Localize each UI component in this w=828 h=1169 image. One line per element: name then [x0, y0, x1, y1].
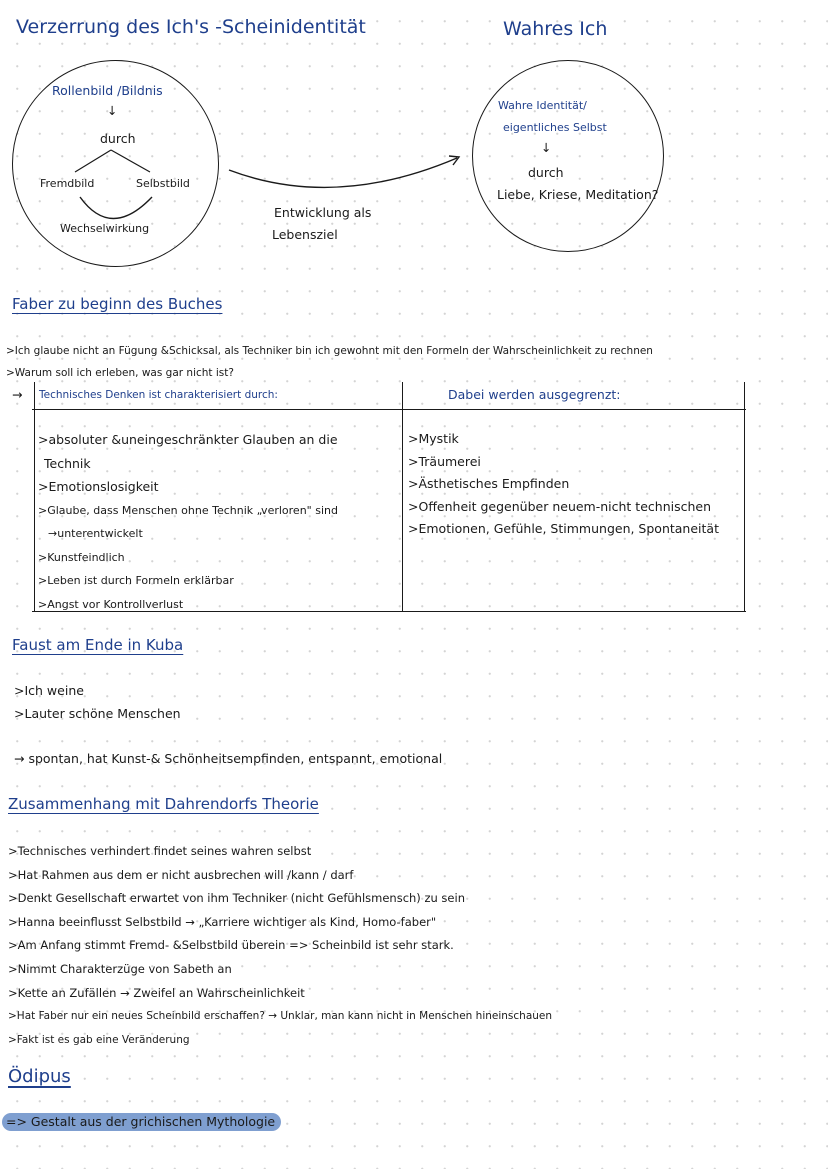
down-arrow-icon: ↓: [541, 140, 552, 155]
wahre-identitaet-label: Wahre Identität/: [498, 99, 587, 112]
table-cell: >Träumerei: [408, 453, 481, 469]
comparison-table: [32, 382, 746, 612]
table-right-column: [408, 428, 719, 541]
fremdbild-label: Fremdbild: [40, 177, 95, 190]
arrow-icon: →: [12, 387, 23, 402]
eigentliches-selbst-label: eigentliches Selbst: [503, 121, 607, 134]
heading-dahrendorf: Zusammenhang mit Dahrendorfs Theorie: [8, 795, 319, 813]
table-cell: >Offenheit gegenüber neuem-nicht technischen: [408, 498, 712, 514]
table-cell: >Leben ist durch Formeln erklärbar: [38, 574, 234, 587]
durch-label: durch: [100, 131, 136, 146]
table-cell: >Angst vor Kontrollverlust: [38, 597, 184, 611]
title-wahres-ich: Wahres Ich: [503, 18, 608, 40]
table-left-column: [38, 428, 338, 616]
connector-arrow: [225, 150, 475, 200]
list-item: >Kette an Zufällen → Zweifel an Wahrscheinlichkeit: [8, 985, 305, 1000]
quote-2: >Warum soll ich erleben, was gar nicht ist?: [6, 367, 234, 379]
table-cell: >Ästhetisches Empfinden: [408, 476, 570, 491]
dahrendorf-list: [8, 840, 552, 1052]
list-item: >Hat Faber nur ein neues Scheinbild erschaffen? → Unklar, man kann nicht in Menschen hineinschauen: [8, 1010, 553, 1023]
list-item: >Ich weine: [14, 683, 84, 698]
heading-faust-kuba: Faust am Ende in Kuba: [12, 636, 184, 654]
list-item: >Technisches verhindert findet seines wahren selbst: [8, 844, 312, 858]
table-cell: >Kunstfeindlich: [38, 550, 125, 564]
table-cell: Technik: [44, 455, 91, 471]
title-scheinidentitaet: Verzerrung des Ich's -Scheinidentität: [16, 16, 366, 38]
liebe-kriese-label: Liebe, Kriese, Meditation?: [497, 187, 659, 202]
heading-oedipus: Ödipus: [8, 1066, 71, 1087]
connector-label-2: Lebensziel: [272, 227, 338, 242]
right-circle: [472, 60, 664, 252]
list-item: >Denkt Gesellschaft erwartet von ihm Techniker (nicht Gefühlsmensch) zu sein: [8, 891, 465, 906]
highlighted-note: => Gestalt aus der grichischen Mythologie: [2, 1113, 281, 1131]
faust-conclusion: → spontan, hat Kunst-& Schönheitsempfinden, entspannt, emotional: [14, 751, 443, 766]
table-cell: >Emotionen, Gefühle, Stimmungen, Spontaneität: [408, 521, 719, 536]
table-header-right: Dabei werden ausgegrenzt:: [448, 387, 621, 402]
selbstbild-label: Selbstbild: [136, 177, 190, 190]
heading-faber-beginn: Faber zu beginn des Buches: [12, 295, 223, 313]
down-arrow-icon: ↓: [107, 103, 118, 118]
connector-label-1: Entwicklung als: [274, 205, 372, 220]
table-cell: >absoluter &uneingeschränkter Glauben an die: [38, 432, 338, 447]
table-cell: →unterentwickelt: [48, 527, 143, 540]
table-header-left: Technisches Denken ist charakterisiert durch:: [39, 389, 278, 401]
quote-1: >Ich glaube nicht an Fügung &Schicksal, als Techniker bin ich gewohnt mit den Formeln der Wahrscheinlichkeit zu rechnen: [6, 345, 653, 357]
list-item: >Fakt ist es gab eine Veränderung: [8, 1033, 190, 1046]
list-item: >Hat Rahmen aus dem er nicht ausbrechen will /kann / darf: [8, 867, 354, 882]
durch-label-right: durch: [528, 165, 564, 180]
table-cell: >Mystik: [408, 431, 459, 446]
rollenbild-label: Rollenbild /Bildnis: [52, 83, 163, 98]
list-item: >Hanna beeinflusst Selbstbild → „Karriere wichtiger als Kind, Homo-faber": [8, 914, 437, 929]
table-cell: >Glaube, dass Menschen ohne Technik „verloren" sind: [38, 503, 338, 517]
list-item: >Am Anfang stimmt Fremd- &Selbstbild überein => Scheinbild ist sehr stark.: [8, 938, 454, 953]
list-item: >Lauter schöne Menschen: [14, 706, 181, 721]
list-item: >Nimmt Charakterzüge von Sabeth an: [8, 961, 232, 976]
highlight-wrapper: [2, 1114, 281, 1129]
table-cell: >Emotionslosigkeit: [38, 479, 159, 494]
wechselwirkung-label: Wechselwirkung: [60, 222, 150, 235]
